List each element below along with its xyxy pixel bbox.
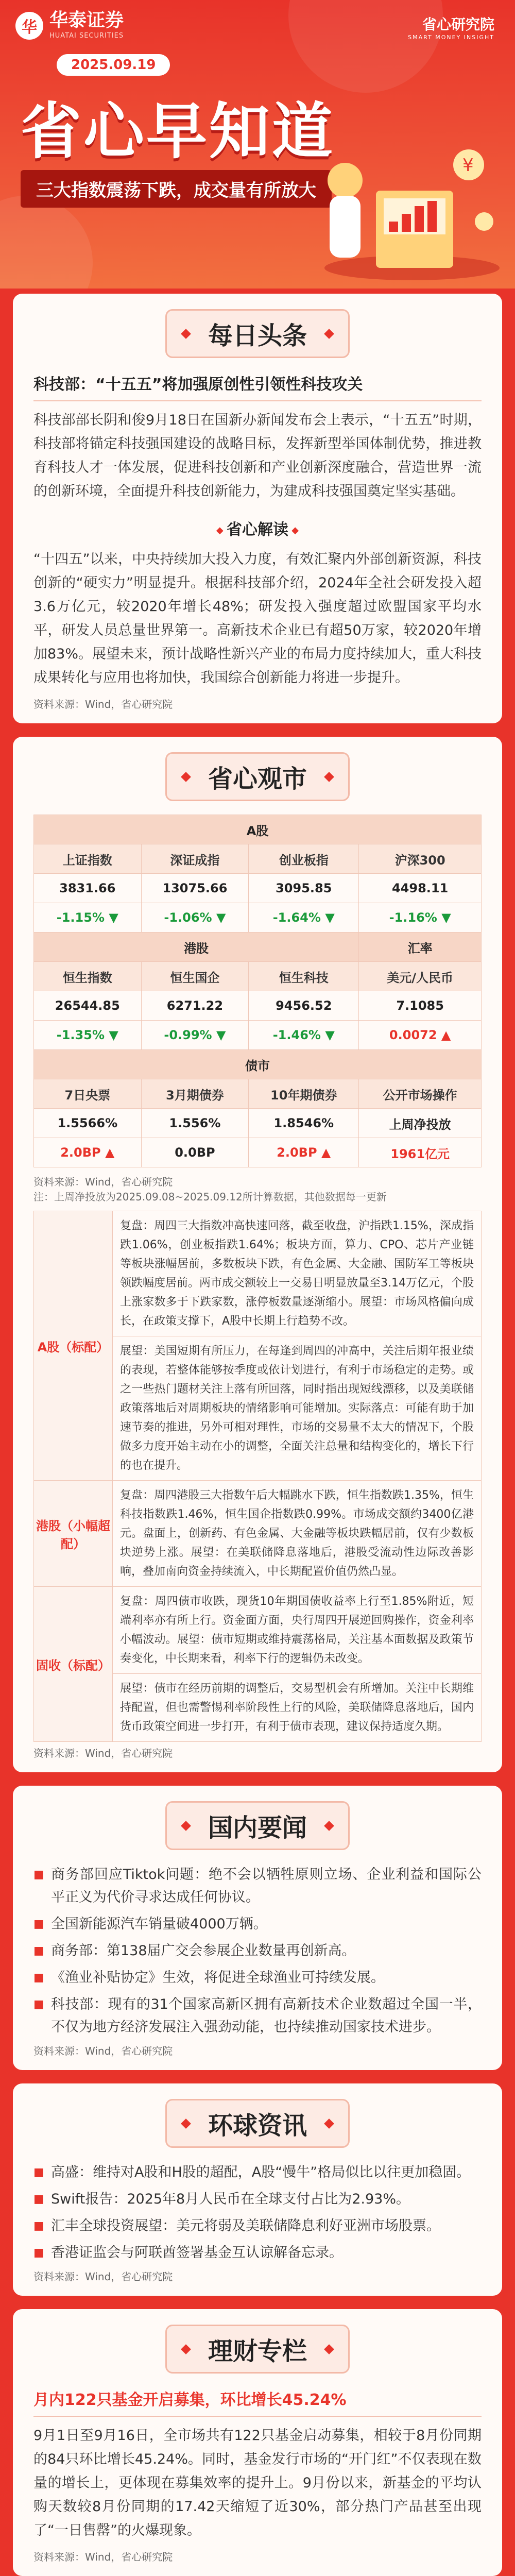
daily-headline-card bbox=[13, 294, 502, 723]
arrow-down-icon: ▼ bbox=[109, 910, 118, 925]
bond-header: 公开市场操作 bbox=[359, 1079, 482, 1109]
news-item: ■ 《渔业补贴协定》生效，将促进全球渔业可持续发展。 bbox=[33, 1967, 482, 1989]
section-title-domestic: 国内要闻 bbox=[165, 1801, 350, 1850]
section-title-daily: 每日头条 bbox=[165, 309, 350, 358]
market-table bbox=[33, 815, 482, 1167]
hero-subtitle: 三大指数震荡下跌，成交量有所放大 bbox=[21, 170, 332, 208]
comment-text: 展望：美国短期有所压力，在每逢到周四的冲高中，关注后期年报业绩的表现，若整体能够按季度或依计划进行，有利于市场稳定的走势。或之一些热门题材关注上落有所回落，同时指出现短线漂移，以及美联储政策落地后对周期板块的情绪影响可能增加。实际落点：可能有助于加速节奏的推进，另外可相对理性，市场的交易量不太大的情况下，个股做多力度开始主动在小的调整，全面关注总量和结构变化的，增长下行的也在提升。 bbox=[113, 1336, 482, 1481]
research-logo bbox=[408, 13, 494, 41]
index-change: -1.15% ▼ bbox=[34, 903, 142, 933]
index-header: 创业板指 bbox=[249, 844, 359, 874]
source-note: 资料来源：Wind，省心研究院 bbox=[33, 1747, 173, 1759]
brand-logo-icon: 华 bbox=[15, 12, 43, 40]
news-item: ■ 高盛：维持对A股和H股的超配，A股“慢牛”格局似比以往更加稳固。 bbox=[33, 2161, 482, 2184]
source-note: 资料来源：Wind，省心研究院 bbox=[33, 2270, 173, 2283]
bond-header: 10年期债券 bbox=[249, 1079, 359, 1109]
arrow-down-icon: ▼ bbox=[216, 1028, 226, 1042]
comment-text: 复盘：周四三大指数冲高快速回落，截至收盘，沪指跌1.15%，深成指跌1.06%，创业板指跌1.64%；板块方面，算力、CPO、芯片产业链等板块涨幅居前，多数板块下跌，有色金属、大金融、国防军工等板块领跌幅度居前。两市成交额较上一交易日明显放量至3.14万亿元，个股上涨家数多于下跌家数，涨停板数量逐渐缩小。展望：市场风格偏向成长，在政策支撑下，A股中长期上行趋势不改。 bbox=[113, 1211, 482, 1336]
section-title-finance: 理财专栏 bbox=[165, 2325, 350, 2374]
research-en: SMART MONEY INSIGHT bbox=[408, 34, 494, 41]
market-card bbox=[13, 737, 502, 1772]
source-note: 资料来源：Wind，省心研究院 bbox=[33, 698, 173, 710]
bond-value: 1.8546% bbox=[249, 1109, 359, 1138]
source-note: 资料来源：Wind，省心研究院 bbox=[33, 1176, 173, 1188]
index-header: 恒生科技 bbox=[249, 962, 359, 991]
hero-title: 省心早知道 bbox=[21, 96, 335, 167]
index-value: 7.1085 bbox=[359, 991, 482, 1021]
brand-en: HUATAI SECURITIES bbox=[49, 32, 124, 40]
data-note: 注：上周净投放为2025.09.08~2025.09.12所计算数据，其他数据每一更新 bbox=[33, 1191, 387, 1203]
comment-text: 复盘：周四港股三大指数午后大幅跳水下跌，恒生指数跌1.35%，恒生科技指数跌1.46%，恒生国企指数跌0.99%。市场成交额约3400亿港元。盘面上，创新药、有色金属、大金融等板块跌幅居前，仅有少数板块逆势上涨。展望：在美联储降息落地后，港股受流动性边际改善影响，叠加南向资金持续流入，中长期配置价值仍然凸显。 bbox=[113, 1481, 482, 1587]
index-change: -1.16% ▼ bbox=[359, 903, 482, 933]
comment-text: 展望：债市在经历前期的调整后，交易型机会有所增加。关注中长期维持配置，但也需警惕利率阶段性上行的风险，美联储降息落地后，国内货币政策空间进一步打开，有利于债市表现，建议保持适度久期。 bbox=[113, 1674, 482, 1742]
interp-paragraph: “十四五”以来，中央持续加大投入力度，有效汇聚内外部创新资源，科技创新的“硬实力”明显提升。根据科技部介绍，2024年全社会研发投入超3.6万亿元，较2020年增长48%；研发投入强度超过欧盟国家平均水平，研发人员总量世界第一。高新技术企业已有超50万家，较2020年增加83%。展望未来，预计战略性新兴产业的布局力度持续加大，重大科技成果转化与应用也将加快，我国综合创新能力将进一步提升。 bbox=[33, 551, 482, 686]
section-title-market: 省心观市 bbox=[165, 752, 350, 801]
index-change: 0.0072 ▲ bbox=[359, 1021, 482, 1050]
group-a-share: A股 bbox=[34, 815, 482, 844]
bond-header: 3月期债券 bbox=[141, 1079, 249, 1109]
finance-paragraph: 9月1日至9月16日，全市场共有122只基金启动募集，相较于8月份同期的84只环比增长45.24%。同时，基金发行市场的“开门红”不仅表现在数量的增长上，更体现在募集效率的提升上。9月份以来，新基金的平均认购天数较8月份同期的17.42天缩短了近30%，部分热门产品甚至出现了“一日售罄”的火爆现象。 bbox=[33, 2428, 482, 2538]
index-value: 6271.22 bbox=[141, 991, 249, 1021]
domestic-news-card bbox=[13, 1786, 502, 2070]
finance-column-card bbox=[13, 2309, 502, 2576]
issue-date: 2025.09.19 bbox=[57, 54, 170, 76]
index-value: 13075.66 bbox=[141, 874, 249, 903]
market-comment-table bbox=[33, 1211, 482, 1742]
arrow-down-icon: ▼ bbox=[216, 910, 226, 925]
hero-banner bbox=[0, 0, 515, 289]
news-item: ■ 商务部回应Tiktok问题：绝不会以牺牲原则立场、企业利益和国际公平正义为代价寻求达成任何协议。 bbox=[33, 1863, 482, 1909]
source-note: 资料来源：Wind，省心研究院 bbox=[33, 2045, 173, 2057]
comment-label: 固收（标配） bbox=[34, 1587, 113, 1742]
bond-value: 1.556% bbox=[141, 1109, 249, 1138]
comment-label: A股（标配） bbox=[34, 1211, 113, 1481]
research-name: 省心研究院 bbox=[422, 16, 494, 33]
news-item: ■ 商务部：第138届广交会参展企业数量再创新高。 bbox=[33, 1940, 482, 1962]
index-change: -1.64% ▼ bbox=[249, 903, 359, 933]
news-item: ■ 全国新能源汽车销量破4000万辆。 bbox=[33, 1913, 482, 1936]
bond-change: 2.0BP ▲ bbox=[34, 1138, 142, 1167]
index-value: 3095.85 bbox=[249, 874, 359, 903]
news-item: ■ 科技部：现有的31个国家高新区拥有高新技术企业数超过全国一半，不仅为地方经济发展注入强劲动能，也持续推动国家技术进步。 bbox=[33, 1993, 482, 2039]
brand-name: 华泰证券 bbox=[49, 10, 124, 31]
index-change: -1.35% ▼ bbox=[34, 1021, 142, 1050]
index-value: 26544.85 bbox=[34, 991, 142, 1021]
decor-blob bbox=[0, 196, 93, 289]
section-title-global: 环球资讯 bbox=[165, 2099, 350, 2148]
bond-change: 0.0BP bbox=[141, 1138, 249, 1167]
arrow-down-icon: ▼ bbox=[325, 1028, 335, 1042]
index-header: 上证指数 bbox=[34, 844, 142, 874]
daily-paragraph: 科技部部长阴和俊9月18日在国新办新闻发布会上表示，“十五五”时期，科技部将锚定科技强国建设的战略目标，发挥新型举国体制优势，推进教育科技人才一体发展，促进科技创新和产业创新深度融合，营造世界一流的创新环境，全面提升科技创新能力，为建成科技强国奠定坚实基础。 bbox=[33, 412, 482, 499]
bond-change: 2.0BP ▲ bbox=[249, 1138, 359, 1167]
group-fx: 汇率 bbox=[359, 933, 482, 962]
news-item: ■ Swift报告：2025年8月人民币在全球支付占比为2.93%。 bbox=[33, 2188, 482, 2211]
bond-value: 上周净投放 bbox=[359, 1109, 482, 1138]
bond-value: 1.5566% bbox=[34, 1109, 142, 1138]
source-note: 资料来源：Wind，省心研究院 bbox=[33, 2551, 173, 2563]
index-header: 美元/人民币 bbox=[359, 962, 482, 991]
brand-logo bbox=[15, 11, 124, 40]
arrow-up-icon: ▲ bbox=[321, 1145, 331, 1160]
global-news-card bbox=[13, 2083, 502, 2296]
net-injection: 1961亿元 bbox=[359, 1138, 482, 1167]
news-item: ■ 汇丰全球投资展望：美元将弱及美联储降息利好亚洲市场股票。 bbox=[33, 2215, 482, 2238]
index-change: -0.99% ▼ bbox=[141, 1021, 249, 1050]
comment-label: 港股（小幅超配） bbox=[34, 1481, 113, 1587]
index-change: -1.06% ▼ bbox=[141, 903, 249, 933]
index-value: 3831.66 bbox=[34, 874, 142, 903]
index-header: 恒生国企 bbox=[141, 962, 249, 991]
svg-text:¥: ¥ bbox=[462, 155, 474, 176]
group-hk: 港股 bbox=[34, 933, 359, 962]
arrow-up-icon: ▲ bbox=[441, 1028, 451, 1042]
arrow-up-icon: ▲ bbox=[105, 1145, 115, 1160]
arrow-down-icon: ▼ bbox=[441, 910, 451, 925]
news-item: ■ 香港证监会与阿联酋签署基金互认谅解备忘录。 bbox=[33, 2242, 482, 2264]
index-header: 深证成指 bbox=[141, 844, 249, 874]
index-change: -1.46% ▼ bbox=[249, 1021, 359, 1050]
index-value: 4498.11 bbox=[359, 874, 482, 903]
bond-header: 7日央票 bbox=[34, 1079, 142, 1109]
index-value: 9456.52 bbox=[249, 991, 359, 1021]
index-header: 沪深300 bbox=[359, 844, 482, 874]
group-bond: 债市 bbox=[34, 1050, 482, 1079]
arrow-down-icon: ▼ bbox=[325, 910, 335, 925]
comment-text: 复盘：周四债市收跌，现货10年期国债收益率上行至1.85%附近，短端利率亦有所上行。资金面方面，央行周四开展逆回购操作，资金利率小幅波动。展望：债市短期或维持震荡格局，关注基本面数据及政策节奏变化，中长期来看，利率下行的逻辑仍未改变。 bbox=[113, 1587, 482, 1674]
daily-headline: 科技部：“十五五”将加强原创性引领性科技攻关 bbox=[33, 371, 482, 401]
arrow-down-icon: ▼ bbox=[109, 1028, 118, 1042]
finance-headline: 月内122只基金开启募集，环比增长45.24% bbox=[33, 2387, 482, 2417]
hero-illustration-icon bbox=[299, 118, 505, 283]
index-header: 恒生指数 bbox=[34, 962, 142, 991]
interp-heading: ◆ 省心解读 ◆ bbox=[33, 517, 482, 539]
